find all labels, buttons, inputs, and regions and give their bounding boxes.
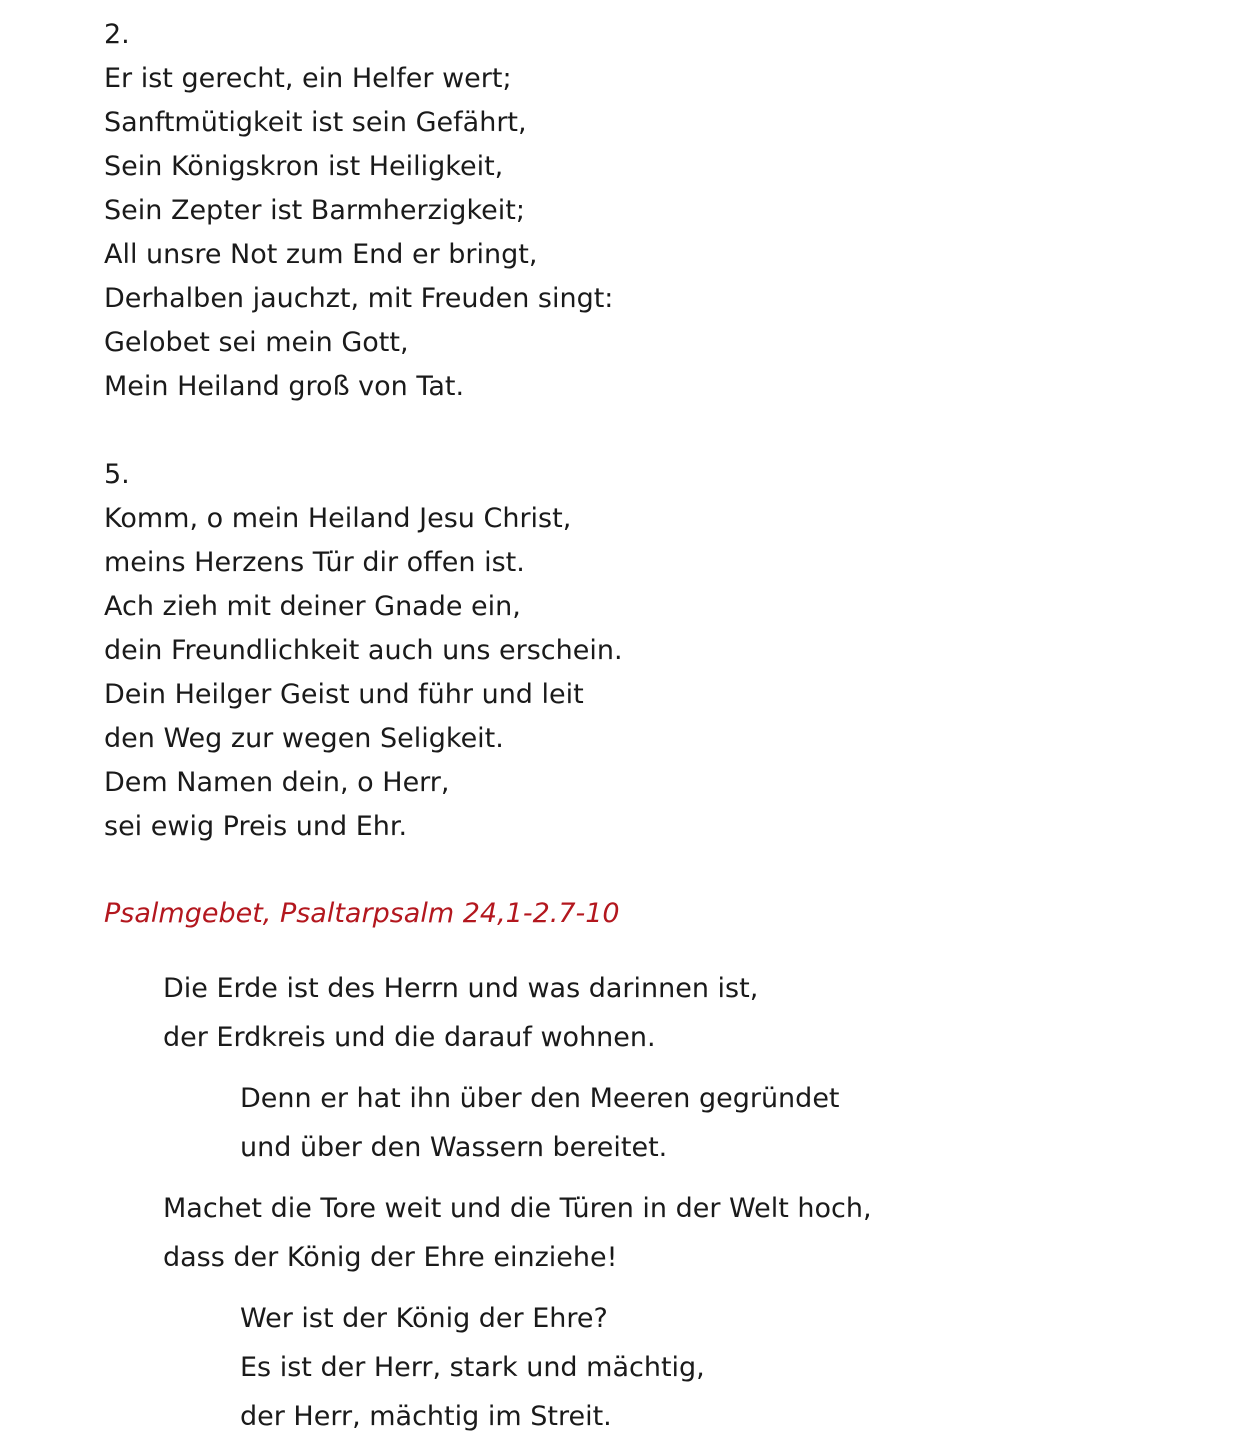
stanza-line: Dein Heilger Geist und führ und leit [104, 679, 584, 710]
psalm-line: Denn er hat ihn über den Meeren gegründet [240, 1083, 840, 1114]
stanza-line: sei ewig Preis und Ehr. [104, 811, 408, 842]
psalm-line: Es ist der Herr, stark und mächtig, [240, 1352, 705, 1383]
stanza-line: meins Herzens Tür dir offen ist. [104, 547, 525, 578]
psalm-verse-group [163, 964, 758, 1062]
psalm-line: Die Erde ist des Herrn und was darinnen ist, [163, 973, 759, 1004]
psalm-line: und über den Wassern bereitet. [240, 1132, 668, 1163]
stanza-line: Mein Heiland groß von Tat. [104, 371, 465, 402]
stanza-line: Er ist gerecht, ein Helfer wert; [104, 63, 512, 94]
stanza-line: Komm, o mein Heiland Jesu Christ, [104, 503, 572, 534]
psalm-verse-group [163, 1184, 872, 1282]
stanza-number: 5. [104, 459, 130, 490]
hymn-stanza-2 [104, 13, 613, 409]
stanza-number: 2. [104, 19, 130, 50]
psalm-line: dass der König der Ehre einziehe! [163, 1242, 618, 1273]
stanza-line: Sein Königskron ist Heiligkeit, [104, 151, 504, 182]
psalm-line: Wer ist der König der Ehre? [240, 1303, 608, 1334]
psalm-verse-group [240, 1294, 705, 1441]
psalm-line: der Herr, mächtig im Streit. [240, 1401, 612, 1432]
stanza-line: Sein Zepter ist Barmherzigkeit; [104, 195, 525, 226]
psalm-heading: Psalmgebet, Psaltarpsalm 24,1-2.7-10 [104, 898, 620, 929]
psalm-line: der Erdkreis und die darauf wohnen. [163, 1022, 656, 1053]
stanza-line: Derhalben jauchzt, mit Freuden singt: [104, 283, 614, 314]
stanza-line: den Weg zur wegen Seligkeit. [104, 723, 504, 754]
hymn-stanza-5 [104, 453, 623, 849]
stanza-line: Ach zieh mit deiner Gnade ein, [104, 591, 521, 622]
psalm-line: Machet die Tore weit und die Türen in der Welt hoch, [163, 1193, 872, 1224]
stanza-line: All unsre Not zum End er bringt, [104, 239, 538, 270]
stanza-line: dein Freundlichkeit auch uns erschein. [104, 635, 623, 666]
psalm-verse-group [240, 1074, 840, 1172]
stanza-line: Gelobet sei mein Gott, [104, 327, 409, 358]
stanza-line: Dem Namen dein, o Herr, [104, 767, 450, 798]
stanza-line: Sanftmütigkeit ist sein Gefährt, [104, 107, 527, 138]
